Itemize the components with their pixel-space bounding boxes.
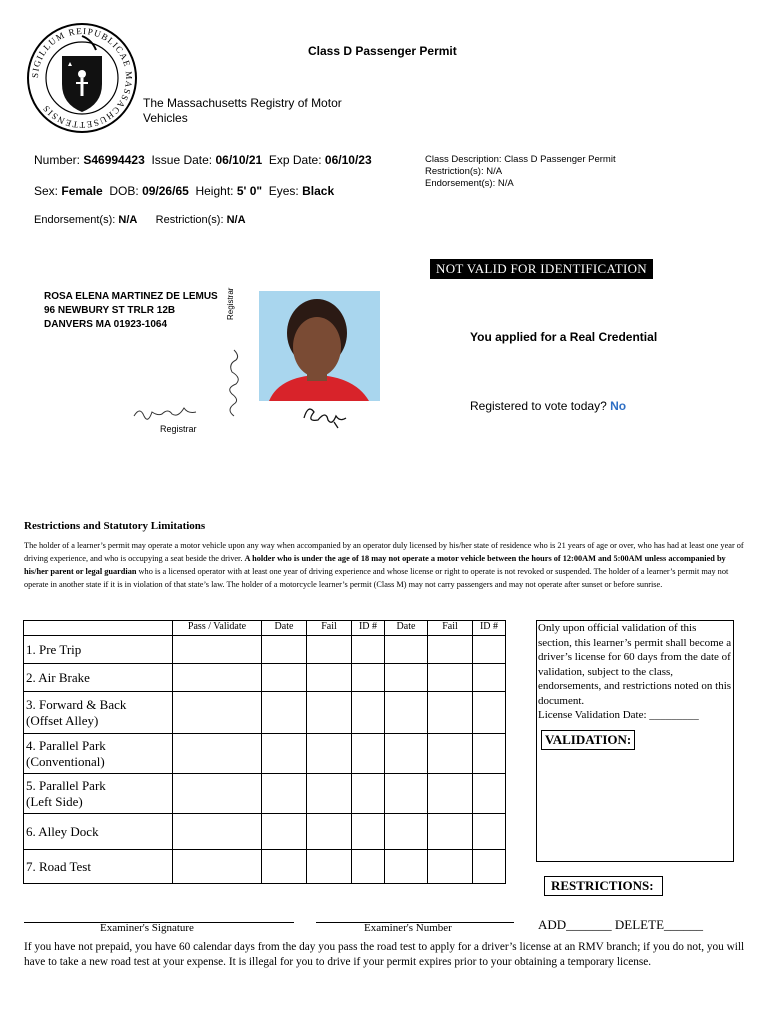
restrictions-text-bold: A holder who is under the age of 18 may not operate a motor vehicle between the hours of 12:00AM and 5:00AM unless accompanied by his/her parent or legal guardian: [24, 554, 726, 576]
examiner-signature-label: Examiner's Signature: [100, 922, 194, 934]
holder-city: DANVERS MA 01923-1064: [44, 319, 168, 330]
holder-address: [44, 290, 218, 332]
table-header: Date: [262, 621, 307, 636]
test-label: 1. Pre Trip: [24, 636, 173, 664]
validation-text: Only upon official validation of this section, this learner’s permit shall become a driver’s license for 60 days from the date of validation, subject to the class, endorsements, and restrictions noted on this document.: [538, 622, 732, 707]
massachusetts-seal: [26, 22, 138, 134]
table-header: Fail: [428, 621, 473, 636]
holder-name: ROSA ELENA MARTINEZ DE LEMUS: [44, 291, 218, 302]
vertical-registrar-signature: [222, 340, 244, 420]
table-row: [24, 850, 506, 884]
issue-date: 06/10/21: [215, 153, 263, 167]
restrictions-body: [24, 539, 744, 591]
height-value: 5' 0": [236, 184, 263, 198]
document-title: Class D Passenger Permit: [308, 44, 457, 58]
height-label: Height:: [195, 184, 234, 198]
table-header: Date: [385, 621, 428, 636]
dob-label: DOB:: [109, 184, 139, 198]
exp-date: 06/10/23: [324, 153, 372, 167]
sex-label: Sex:: [34, 184, 59, 198]
license-info-row-2: [34, 184, 334, 198]
holder-photo: [259, 291, 380, 401]
seal-text: SIGILLUM REIPUBLICAE MASSACHUSETTENSIS: [29, 25, 135, 131]
test-label: 2. Air Brake: [24, 664, 173, 692]
registrar-signature: [130, 402, 202, 424]
examiner-number-label: Examiner's Number: [364, 922, 452, 934]
class-restrictions: Restriction(s): N/A: [425, 166, 503, 177]
dob-value: 09/26/65: [142, 184, 189, 198]
eyes-value: Black: [302, 184, 335, 198]
test-label: 6. Alley Dock: [24, 814, 173, 850]
validation-badge: VALIDATION:: [541, 730, 635, 750]
endorsements-value: N/A: [118, 214, 138, 226]
class-description: Class Description: Class D Passenger Permit: [425, 154, 616, 165]
restrictions-value: N/A: [226, 214, 246, 226]
validation-date-field[interactable]: License Validation Date: _________: [538, 709, 699, 721]
holder-signature: [298, 400, 352, 430]
table-row: [24, 692, 506, 734]
license-info-row-3: [34, 214, 246, 226]
exp-date-label: Exp Date:: [268, 153, 322, 167]
real-credential-notice: You applied for a Real Credential: [470, 330, 658, 344]
license-number: S46994423: [83, 153, 145, 167]
restrictions-text-1: The holder of a learner’s permit may operate a motor vehicle upon any way when accompanied by an operator duly licensed by his/her state of residence who is 21 years of age or over, who has had at least one year of driving experience, and who is occupying a seat beside the driver.: [24, 541, 744, 563]
add-delete-fields[interactable]: ADD_______ DELETE______: [538, 917, 704, 932]
registry-name: The Massachusetts Registry of Motor Vehicles: [143, 96, 342, 125]
table-header-row: [24, 621, 506, 636]
restrictions-text-2: who is a licensed operator with at least one year of driving experience and whose license or right to operate is not revoked or suspended. The holder of a learner’s permit may not operate in another state if it is in violation of that state’s law. The holder of a motorcycle learner’s permit (Class M) may not carry passengers and may not operate after sunset or before sunrise.: [24, 567, 729, 589]
footer-notice: If you have not prepaid, you have 60 calendar days from the day you pass the road test to apply for a driver’s license at an RMV branch; if you do not, you will have to take a new road test at your expense. It is illegal for you to drive if your permit expires prior to your obtaining a temporary license.: [24, 941, 745, 968]
sex-value: Female: [61, 184, 103, 198]
test-label: 4. Parallel Park (Conventional): [24, 734, 173, 774]
class-endorsements: Endorsement(s): N/A: [425, 178, 514, 189]
table-header: Pass / Validate: [173, 621, 262, 636]
table-row: [24, 814, 506, 850]
holder-street: 96 NEWBURY ST TRLR 12B: [44, 305, 176, 316]
vote-registration: [470, 399, 626, 413]
not-valid-banner: NOT VALID FOR IDENTIFICATION: [430, 259, 653, 279]
registrar-label: Registrar: [160, 424, 197, 434]
restrictions-title: Restrictions and Statutory Limitations: [24, 520, 206, 532]
number-label: Number:: [34, 153, 81, 167]
table-header: ID #: [352, 621, 385, 636]
eyes-label: Eyes:: [268, 184, 299, 198]
table-header: [24, 621, 173, 636]
vertical-registrar-label: Registrar: [226, 287, 235, 320]
restrictions-badge: RESTRICTIONS:: [544, 876, 663, 896]
table-row: [24, 734, 506, 774]
vote-label: Registered to vote today?: [470, 399, 607, 413]
table-header: Fail: [307, 621, 352, 636]
table-header: ID #: [473, 621, 506, 636]
table-row: [24, 636, 506, 664]
test-label: 7. Road Test: [24, 850, 173, 884]
road-test-table: [23, 620, 506, 884]
test-label: 5. Parallel Park (Left Side): [24, 774, 173, 814]
class-description-box: [425, 154, 616, 190]
table-row: [24, 664, 506, 692]
license-info-row-1: [34, 153, 372, 167]
restrictions-label: Restriction(s):: [155, 214, 224, 226]
endorsements-label: Endorsement(s):: [34, 214, 116, 226]
issue-date-label: Issue Date:: [151, 153, 213, 167]
table-row: [24, 774, 506, 814]
vote-answer: No: [610, 399, 627, 413]
test-label: 3. Forward & Back (Offset Alley): [24, 692, 173, 734]
